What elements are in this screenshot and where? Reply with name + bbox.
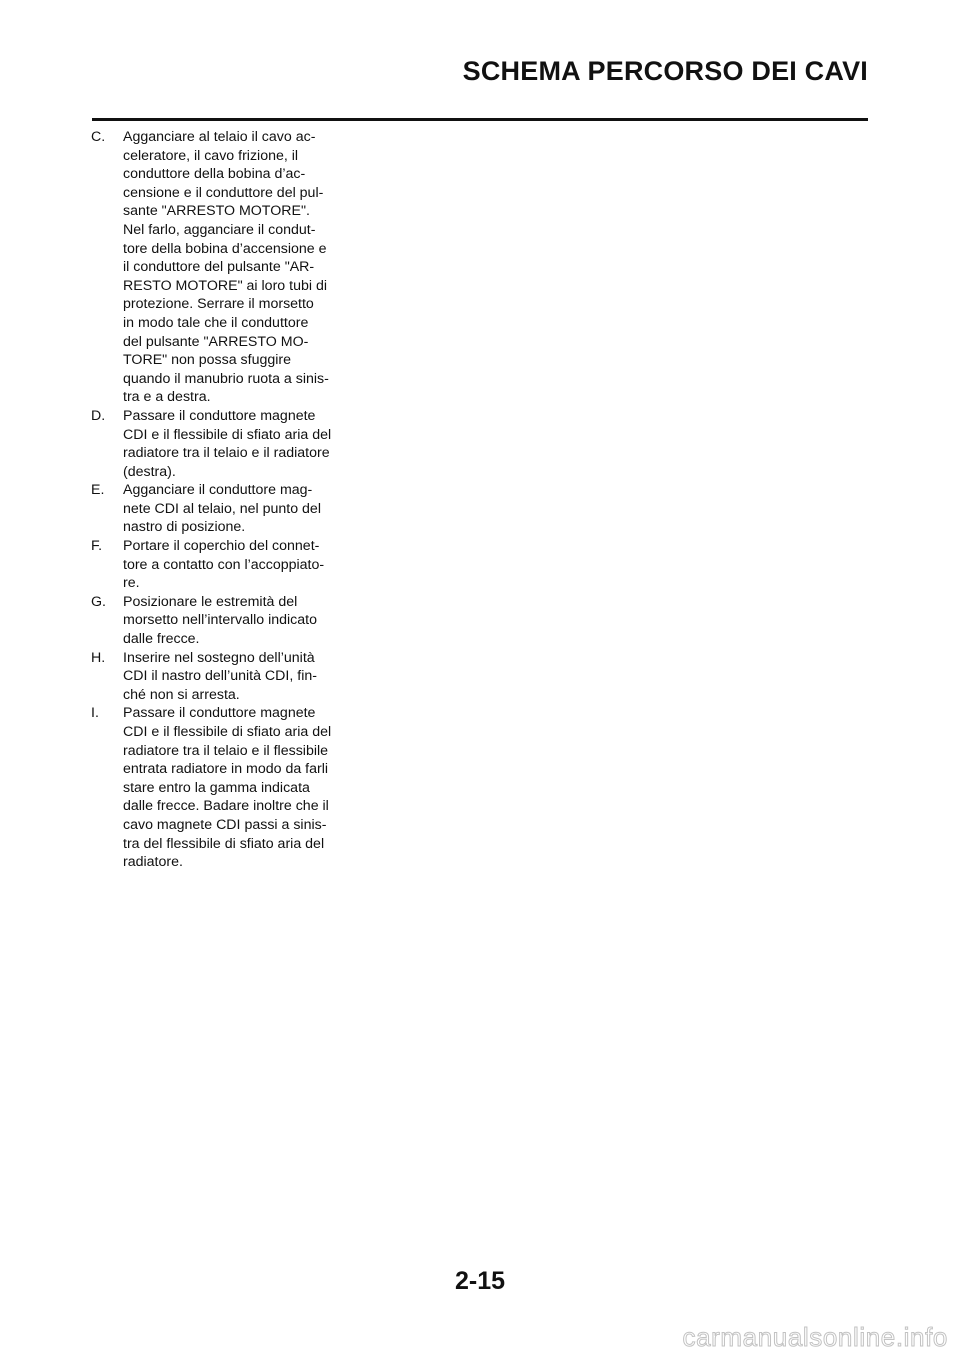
instruction-text-line: Passare il conduttore magnete xyxy=(123,407,316,424)
instruction-letter: D. xyxy=(91,407,106,424)
instruction-text-line: TORE" non possa sfuggire xyxy=(123,352,292,369)
instruction-item xyxy=(91,704,341,871)
instruction-text-line: il conduttore del pulsante "AR- xyxy=(123,259,315,276)
instruction-text-line: tore della bobina d’accensione e xyxy=(123,240,327,257)
page-number: 2-15 xyxy=(454,1267,506,1295)
instruction-text-line: Posizionare le estremità del xyxy=(123,593,298,610)
instruction-text-line: censione e il conduttore del pul- xyxy=(123,184,324,201)
instruction-text-line: ché non si arresta. xyxy=(123,686,240,703)
instruction-text-line: nastro di posizione. xyxy=(123,519,246,536)
instruction-letter: F. xyxy=(91,538,103,555)
instruction-letter: H. xyxy=(91,649,106,666)
instruction-text-line: (destra). xyxy=(123,463,176,480)
instruction-text-line: celeratore, il cavo frizione, il xyxy=(123,147,299,164)
instruction-text-line: protezione. Serrare il morsetto xyxy=(123,296,314,313)
title-divider xyxy=(92,118,868,121)
instruction-item xyxy=(91,407,341,481)
instruction-text-line: conduttore della bobina d’ac- xyxy=(123,166,306,183)
instruction-text-line: dalle frecce. Badare inoltre che il xyxy=(123,798,329,815)
instruction-text-line: nete CDI al telaio, nel punto del xyxy=(123,500,321,517)
instruction-text-line: Agganciare il conduttore mag- xyxy=(123,482,313,499)
instruction-text-line: del pulsante "ARRESTO MO- xyxy=(123,333,309,350)
instruction-item xyxy=(91,649,341,705)
instruction-text-line: Portare il coperchio del connet- xyxy=(123,538,320,555)
instruction-text-line: radiatore. xyxy=(123,854,183,871)
instruction-text-line: sante "ARRESTO MOTORE". xyxy=(123,203,310,220)
instruction-item xyxy=(91,481,341,537)
instruction-text-line: CDI e il flessibile di sfiato aria del xyxy=(123,426,332,443)
instruction-text-line: Inserire nel sostegno dell’unità xyxy=(123,649,315,666)
instruction-text-line: re. xyxy=(123,575,140,592)
instruction-text-line: morsetto nell’intervallo indicato xyxy=(123,612,317,629)
instruction-text-line: stare entro la gamma indicata xyxy=(123,779,310,796)
instruction-item xyxy=(91,537,341,593)
instruction-text-line: in modo tale che il conduttore xyxy=(123,314,309,331)
instruction-text-line: dalle frecce. xyxy=(123,631,200,648)
instruction-item xyxy=(91,593,341,649)
instruction-text-line: radiatore tra il telaio e il flessibile xyxy=(123,742,329,759)
instruction-list xyxy=(91,128,341,872)
watermark: carmanualsonline.info xyxy=(682,1322,948,1352)
page-title: SCHEMA PERCORSO DEI CAVI xyxy=(462,56,868,86)
instruction-item xyxy=(91,128,341,407)
instruction-text-line: CDI il nastro dell’unità CDI, fin- xyxy=(123,668,317,685)
instruction-letter: I. xyxy=(91,705,99,722)
instruction-text-line: Agganciare al telaio il cavo ac- xyxy=(123,129,316,145)
instruction-text-line: entrata radiatore in modo da farli xyxy=(123,761,329,778)
instruction-text-line: radiatore tra il telaio e il radiatore xyxy=(123,445,330,462)
instruction-text-line: RESTO MOTORE" ai loro tubi di xyxy=(123,277,327,294)
instruction-text-line: Nel farlo, agganciare il condut- xyxy=(123,221,316,238)
instruction-letter: E. xyxy=(91,482,105,499)
instruction-text-line: tore a contatto con l’accoppiato- xyxy=(123,556,325,573)
instruction-letter: C. xyxy=(91,129,106,145)
instruction-text-line: tra del flessibile di sfiato aria del xyxy=(123,835,325,852)
instruction-text-line: cavo magnete CDI passi a sinis- xyxy=(123,816,327,833)
instruction-text-line: CDI e il flessibile di sfiato aria del xyxy=(123,724,332,740)
instruction-text-line: Passare il conduttore magnete xyxy=(123,705,316,722)
instruction-text-line: tra e a destra. xyxy=(123,389,211,406)
instruction-letter: G. xyxy=(91,593,106,610)
instruction-text-line: quando il manubrio ruota a sinis- xyxy=(123,370,329,387)
